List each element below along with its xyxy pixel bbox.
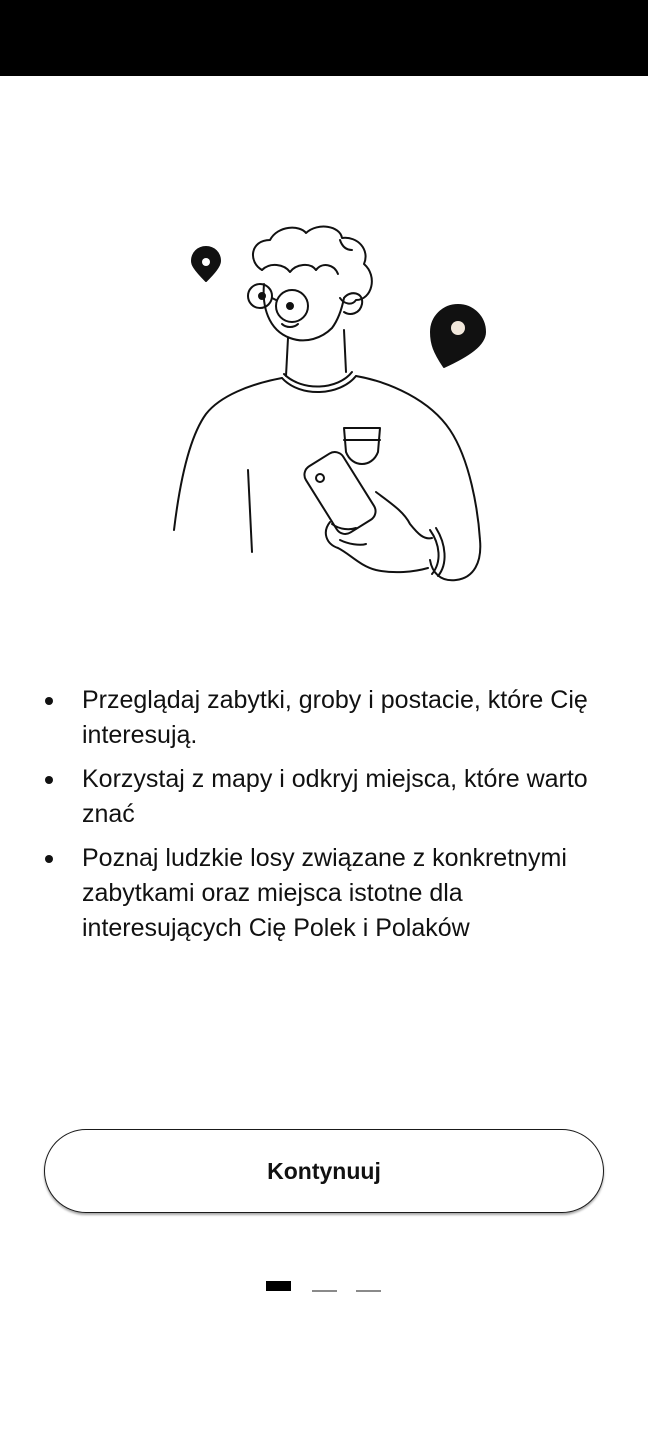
list-item	[40, 683, 610, 753]
list-item	[40, 841, 610, 946]
list-item-text: Korzystaj z mapy i odkryj miejsca, które warto znać	[82, 765, 588, 828]
list-item-text: Przeglądaj zabytki, groby i postacie, które Cię interesują.	[82, 686, 588, 749]
status-bar	[0, 0, 648, 76]
map-pin-large-icon	[431, 305, 485, 367]
bullet-icon	[45, 776, 53, 784]
page-indicator-dot-2[interactable]	[312, 1290, 337, 1292]
map-pin-small-icon	[192, 247, 220, 281]
feature-list	[40, 683, 610, 955]
phone-icon	[301, 448, 380, 537]
continue-button[interactable]	[44, 1129, 604, 1213]
continue-button-label: Kontynuuj	[267, 1157, 381, 1184]
list-item-text: Poznaj ludzkie losy związane z konkretnymi zabytkami oraz miejsca istotne dla interesujących Cię Polek i Polaków	[82, 844, 567, 942]
bullet-icon	[45, 697, 53, 705]
page-indicator	[266, 1280, 386, 1294]
bullet-icon	[45, 855, 53, 863]
page-indicator-dot-1[interactable]	[266, 1281, 291, 1291]
person-with-phone-illustration	[160, 215, 490, 590]
list-item	[40, 762, 610, 832]
page-indicator-dot-3[interactable]	[356, 1290, 381, 1292]
